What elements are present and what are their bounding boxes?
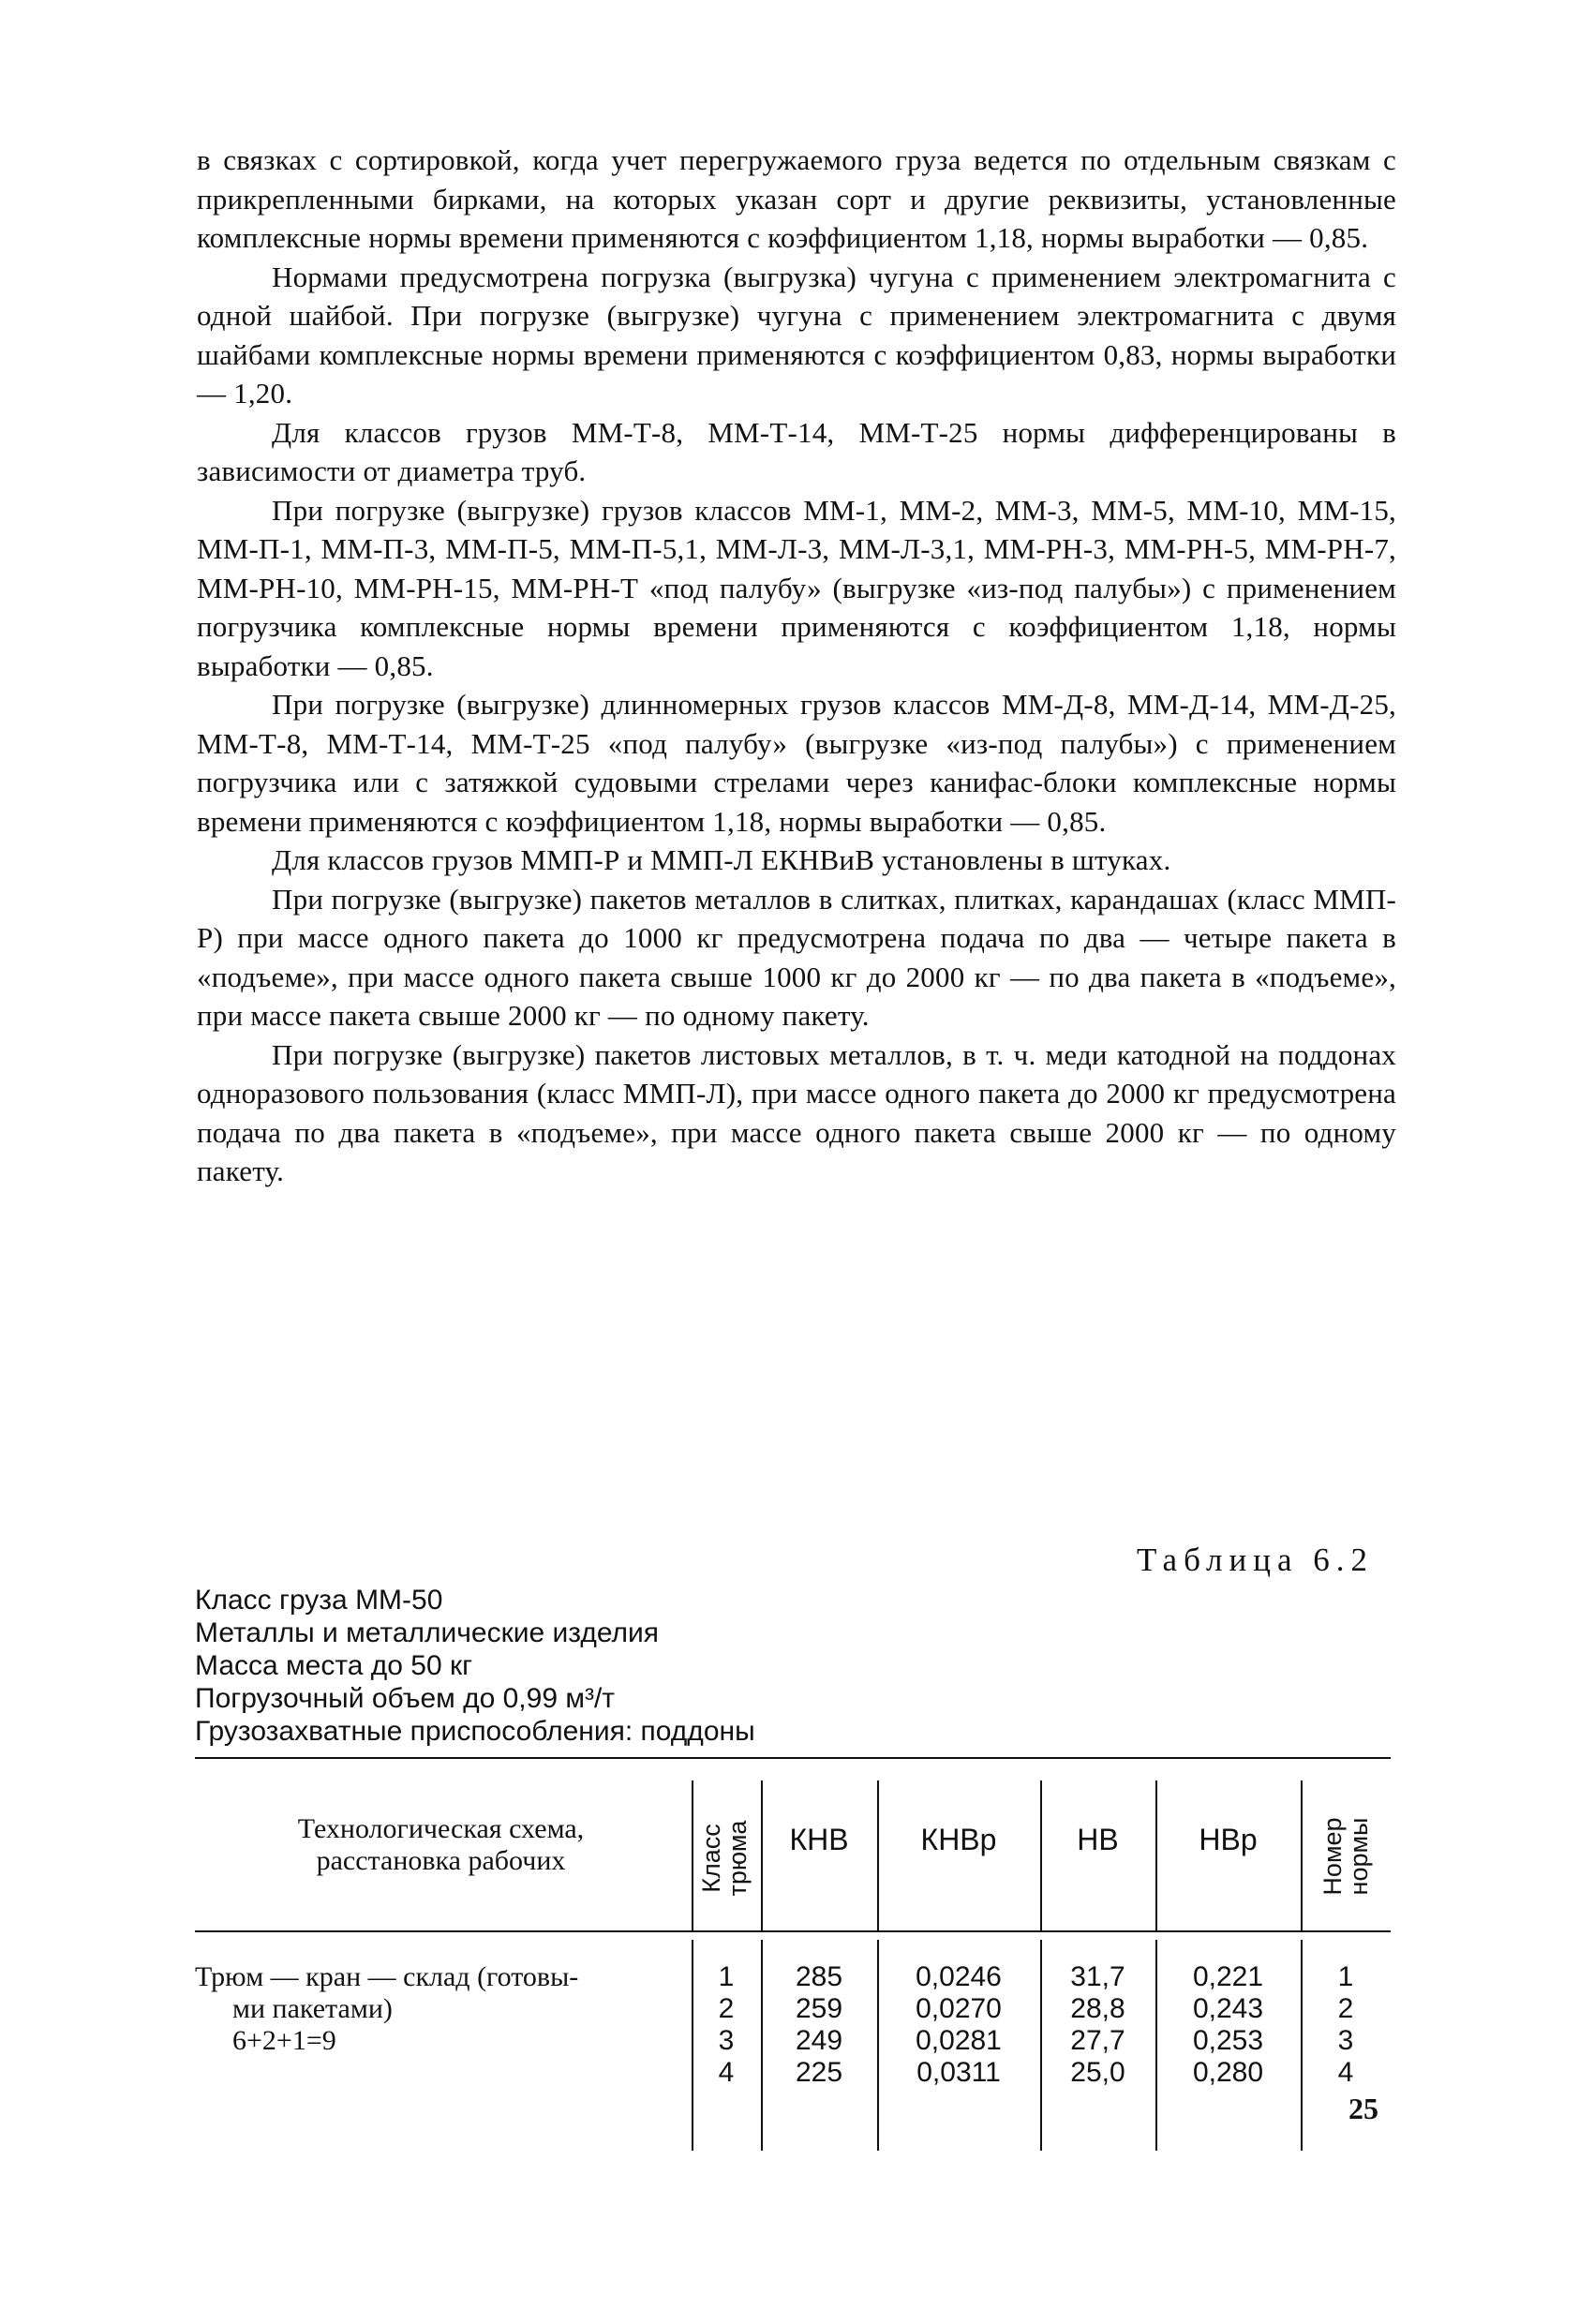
table-cell: 2 xyxy=(1337,1993,1354,2024)
paragraph: Для классов грузов ММ-Т-8, ММ-Т-14, ММ-Т-25 нормы дифференцированы в зависимости от диаметра труб. xyxy=(197,415,1396,487)
scheme-line: ми пакетами) xyxy=(232,1993,393,2024)
table-cell: 0,253 xyxy=(1192,2025,1264,2056)
col-norm-number xyxy=(1301,1961,1391,2089)
table-cell: 225 xyxy=(795,2057,843,2088)
cargo-volume: Погрузочный объем до 0,99 м³/т xyxy=(195,1683,616,1714)
header-knv: КНВ xyxy=(789,1823,849,1856)
col-divider xyxy=(1301,1780,1303,1930)
table-cell: 285 xyxy=(795,1961,843,1992)
paragraph: в связках с сортировкой, когда учет перегружаемого груза ведется по отдельным связкам с прикрепленными бирками, на которых указан сорт и другие реквизиты, установленные комплексные нормы времени применяются с коэффициентом 1,18, нормы выработки — 0,85. xyxy=(197,143,1396,254)
table-cell: 0,0270 xyxy=(916,1993,1002,2024)
cargo-mass: Масса места до 50 кг xyxy=(195,1650,473,1681)
table-cell: 0,0246 xyxy=(916,1961,1002,1992)
col-hold-class xyxy=(692,1961,761,2089)
cargo-name: Металлы и металлические изделия xyxy=(195,1617,660,1648)
scheme-line: Трюм — кран — склад (готовы- xyxy=(195,1961,579,1992)
paragraph: При погрузке (выгрузке) пакетов листовых металлов, в т. ч. меди катодной на поддонах одноразового пользования (класс ММП-Л), при массе одного пакета до 2000 кг предусмотрена подача по два пакета в «подъеме», при массе одного пакета свыше 2000 кг — по одному пакету. xyxy=(197,1037,1396,1187)
cargo-class: Класс груза ММ-50 xyxy=(195,1585,443,1616)
page-number: 25 xyxy=(1348,2092,1378,2125)
col-nvr xyxy=(1155,1961,1301,2089)
table-top-rule xyxy=(195,1757,1391,1759)
table-caption: Таблица 6.2 xyxy=(1137,1542,1374,1578)
paragraph: Для классов грузов ММП-Р и ММП-Л ЕКНВиВ установлены в штуках. xyxy=(272,843,1171,876)
table-cell: 0,280 xyxy=(1192,2057,1264,2088)
table-cell: 31,7 xyxy=(1070,1961,1125,1992)
paragraph: Нормами предусмотрена погрузка (выгрузка) чугуна с применением электромагнита с одной шайбой. При погрузке (выгрузке) чугуна с применением электромагнита с двумя шайбами комплексные нормы времени применяются с коэффициентом 0,83, нормы выработки — 1,20. xyxy=(197,260,1396,410)
norms-table xyxy=(195,1757,1391,2151)
table-cell: 0,243 xyxy=(1192,1993,1264,2024)
header-nvr: НВр xyxy=(1199,1823,1258,1856)
table-cell: 28,8 xyxy=(1070,1993,1125,2024)
table-cell: 4 xyxy=(1337,2057,1354,2088)
table-cell: 3 xyxy=(718,2025,735,2056)
header-scheme-line: расстановка рабочих xyxy=(316,1845,566,1876)
col-nv xyxy=(1040,1961,1155,2089)
table-cell: 0,0311 xyxy=(916,2057,1001,2088)
body-text xyxy=(197,141,1396,1191)
table-cell: 2 xyxy=(718,1993,735,2024)
table-cell: 259 xyxy=(795,1993,843,2024)
header-hold-class: Класс трюма xyxy=(697,1820,752,1897)
table-cell: 27,7 xyxy=(1070,2025,1125,2056)
table-cell: 0,221 xyxy=(1192,1961,1264,1992)
col-knv xyxy=(761,1961,877,2089)
table-cell: 1 xyxy=(1337,1961,1354,1992)
table-cell: 25,0 xyxy=(1070,2057,1125,2088)
col-knvr xyxy=(877,1961,1040,2089)
header-nv: НВ xyxy=(1077,1823,1119,1856)
col-divider xyxy=(692,1780,693,1930)
table-cell: 249 xyxy=(795,2025,843,2056)
table-cell: 1 xyxy=(718,1961,735,1992)
table-cell: 4 xyxy=(718,2057,735,2088)
header-norm-number: Номер нормы xyxy=(1318,1817,1373,1896)
scheme-formula: 6+2+1=9 xyxy=(232,2025,336,2056)
table-header-rule xyxy=(195,1930,1391,1932)
table-cell: 3 xyxy=(1337,2025,1354,2056)
paragraph: При погрузке (выгрузке) пакетов металлов в слитках, плитках, карандашах (класс ММП-Р) при массе одного пакета до 1000 кг предусмотрена подача по два — четыре пакета в «подъеме», при массе одного пакета свыше 1000 кг до 2000 кг — по два пакета в «подъеме», при массе пакета свыше 2000 кг — по одному пакету. xyxy=(197,882,1396,1032)
cargo-info xyxy=(195,1584,755,1748)
paragraph: При погрузке (выгрузке) грузов классов ММ-1, ММ-2, ММ-3, ММ-5, ММ-10, ММ-15, ММ-П-1, ММ-П-3, ММ-П-5, ММ-П-5,1, ММ-Л-3, ММ-Л-3,1, ММ-РН-3, ММ-РН-5, ММ-РН-7, ММ-РН-10, ММ-РН-15, ММ-РН-Т «под палубу» (выгрузке «из-под палубы») с применением погрузчика комплексные нормы времени применяются с коэффициентом 1,18, нормы выработки — 0,85. xyxy=(197,493,1396,682)
paragraph: При погрузке (выгрузке) длинномерных грузов классов ММ-Д-8, ММ-Д-14, ММ-Д-25, ММ-Т-8, ММ-Т-14, ММ-Т-25 «под палубу» (выгрузке «из-под палубы») с применением погрузчика или с затяжкой судовыми стрелами через канифас-блоки комплексные нормы времени применяются с коэффициентом 1,18, нормы выработки — 0,85. xyxy=(197,688,1396,838)
header-scheme-line: Технологическая схема, xyxy=(297,1813,585,1844)
header-knvr: КНВр xyxy=(920,1823,997,1856)
scheme-cell xyxy=(195,1961,692,2057)
cargo-gear: Грузозахватные приспособления: поддоны xyxy=(195,1716,755,1747)
table-cell: 0,0281 xyxy=(916,2025,1002,2056)
header-scheme xyxy=(195,1813,687,1877)
